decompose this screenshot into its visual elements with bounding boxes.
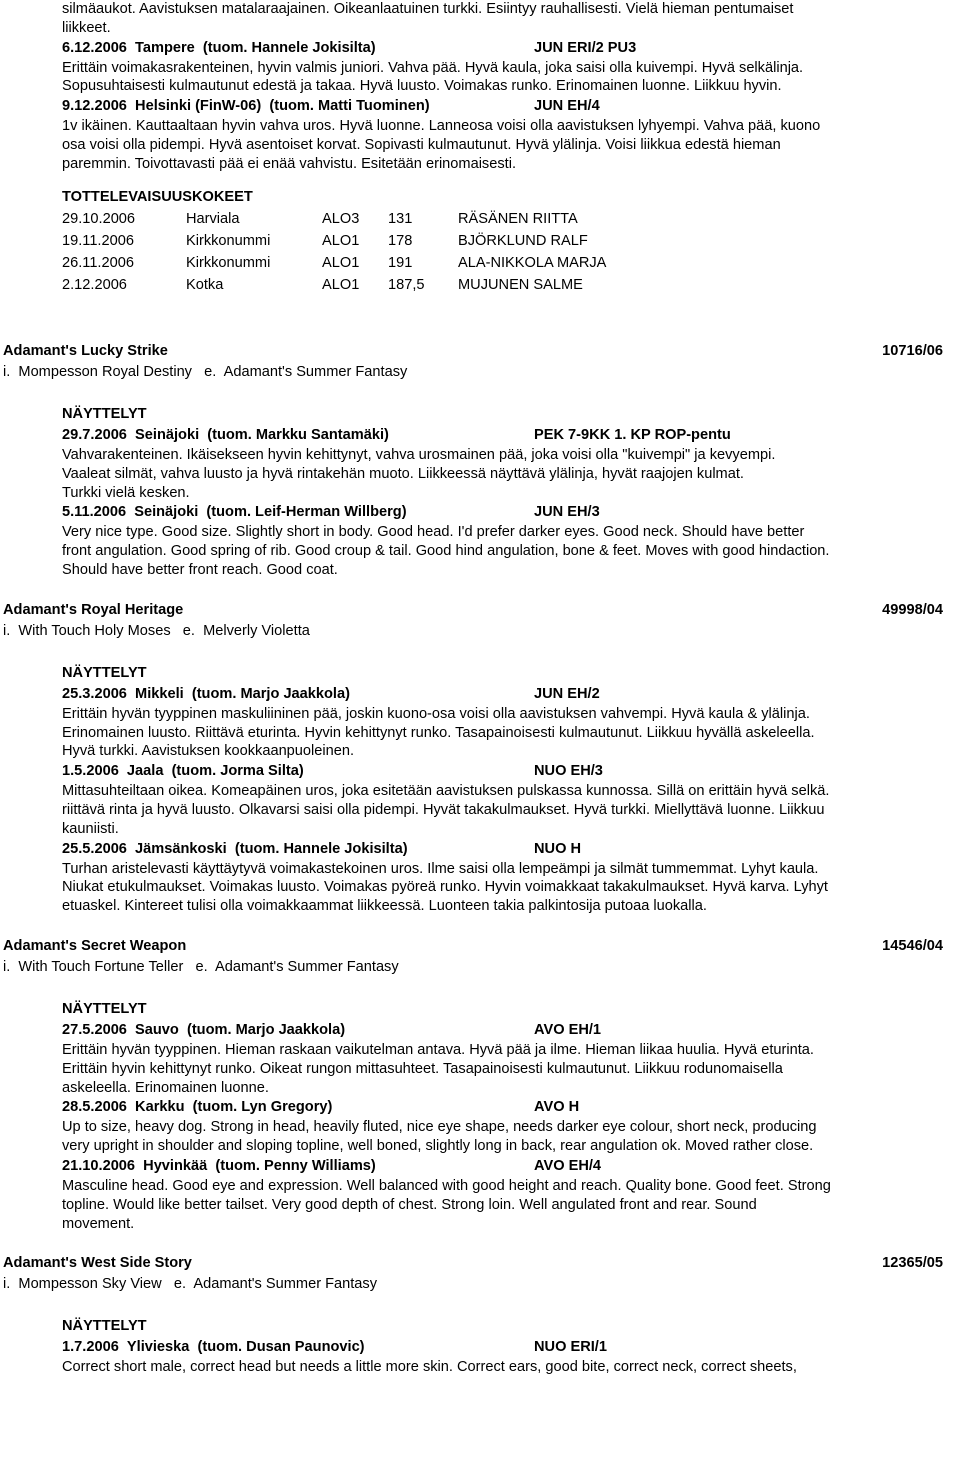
- show-place: Seinäjoki: [135, 427, 200, 443]
- show-place: Hyvinkää: [143, 1157, 208, 1174]
- trial-place: Kirkkonummi: [186, 254, 271, 271]
- trial-points: 178: [388, 232, 413, 249]
- show-place: Helsinki (FinW-06): [135, 98, 262, 115]
- show-judge: (tuom. Dusan Paunovic): [197, 1339, 365, 1356]
- show-header: [62, 425, 960, 446]
- trial-judge: RÄSÄNEN RIITTA: [458, 210, 578, 227]
- intro-line: liikkeet.: [62, 19, 111, 36]
- show-result: JUN EH/3: [534, 504, 600, 521]
- sire-name: Mompesson Sky View: [18, 1276, 162, 1293]
- show-critique-line: riittävä rinta ja hyvä luusto. Olkavarsi saisi olla pidempi. Hyvät takakulmaukset. Hyvä turkki. Miellyttävä luonne. Liikkuu: [62, 801, 825, 818]
- show-critique-line: Mittasuhteiltaan oikea. Komeapäinen uros, joka esitetään aavistuksen pulskassa kunnossa. Sillä on erittäin hyvä selkä.: [62, 783, 830, 800]
- dam-name: Adamant's Summer Fantasy: [215, 958, 399, 975]
- show-date: 21.10.2006: [62, 1157, 136, 1174]
- show-critique-line: Erittäin voimakasrakenteinen, hyvin valmis juniori. Vahva pää. Hyvä kaula, joka saisi olla kuivempi. Hyvä selkälinja.: [62, 59, 804, 76]
- show-place: Mikkeli: [135, 685, 184, 702]
- show-judge: (tuom. Hannele Jokisilta): [202, 39, 376, 56]
- show-critique-line: Niukat etukulmaukset. Voimakas luusto. Voimakas pyöreä runko. Hyvin voimakkaat takakulmaukset. Hyvä karva. Lyhyt: [62, 879, 828, 896]
- trial-date: 29.10.2006: [62, 210, 136, 227]
- show-critique-line: paremmin. Toivottavasti pää ei enää vahvistu. Esitetään erinomaisesti.: [62, 155, 516, 172]
- show-date: 25.3.2006: [62, 685, 127, 702]
- show-critique-line: askeleella. Erinomainen luonne.: [62, 1079, 269, 1096]
- show-critique-line: osa voisi olla pidempi. Hyvä asentoiset korvat. Sopivasti kulmautunut. Hyvä ylälinja. Voisi liikkua edestä hieman: [62, 136, 781, 153]
- trial-judge: MUJUNEN SALME: [458, 276, 583, 293]
- show-judge: (tuom. Matti Tuominen): [269, 98, 430, 115]
- show-header: [62, 684, 960, 705]
- show-result: NUO EH/3: [534, 763, 603, 780]
- show-critique-line: movement.: [62, 1215, 135, 1232]
- dog-registration: 12365/05: [882, 1255, 943, 1272]
- show-header: [62, 1097, 960, 1118]
- dam-prefix: e.: [195, 958, 208, 975]
- dog-name: Adamant's Lucky Strike: [3, 343, 168, 359]
- show-header: [62, 38, 820, 59]
- show-date: 29.7.2006: [62, 427, 127, 443]
- dog-header: [3, 341, 960, 362]
- show-place: Seinäjoki: [134, 504, 199, 521]
- sire-prefix: i.: [3, 364, 11, 380]
- show-critique-line: Up to size, heavy dog. Strong in head, heavily fluted, nice eye shape, needs darker eye colour, short neck, producing: [62, 1119, 817, 1136]
- show-critique-line: topline. Would like better tailset. Very good depth of chest. Strong loin. Well angulated front and rear. Sound: [62, 1196, 757, 1213]
- show-date: 1.7.2006: [62, 1339, 119, 1356]
- dog-registration: 49998/04: [882, 601, 943, 618]
- show-critique-line: Correct short male, correct head but needs a little more skin. Correct ears, good bite, correct neck, correct sheets,: [62, 1359, 797, 1376]
- dog-name: Adamant's West Side Story: [3, 1255, 192, 1272]
- show-result: NUO ERI/1: [534, 1339, 607, 1356]
- show-place: Jämsänkoski: [135, 840, 227, 857]
- sire-name: With Touch Holy Moses: [18, 622, 171, 639]
- dog-parents: [3, 957, 960, 978]
- dog-header: [3, 600, 960, 621]
- trial-row: [62, 208, 820, 230]
- dog-entry: [3, 600, 960, 916]
- trial-row: [62, 230, 820, 252]
- show-critique-line: front angulation. Good spring of rib. Good croup & tail. Good hind angulation, bone & feet. Moves with good hindaction.: [62, 543, 830, 560]
- trial-row: [62, 274, 820, 296]
- show-judge: (tuom. Jorma Silta): [171, 763, 304, 780]
- show-result: AVO EH/1: [534, 1021, 602, 1038]
- dog-parents: [3, 621, 960, 642]
- show-result: JUN ERI/2 PU3: [534, 39, 637, 56]
- sire-name: With Touch Fortune Teller: [18, 958, 184, 975]
- show-place: Sauvo: [135, 1021, 179, 1038]
- show-critique-line: Very nice type. Good size. Slightly short in body. Good head. I'd prefer darker eyes. Good neck. Should have better: [62, 524, 805, 541]
- show-critique-line: Turkki vielä kesken.: [62, 484, 190, 501]
- show-judge: (tuom. Markku Santamäki): [207, 427, 389, 443]
- show-judge: (tuom. Penny Williams): [215, 1157, 376, 1174]
- dog-registration: 14546/04: [882, 937, 943, 954]
- intro-line: silmäaukot. Aavistuksen matalaraajainen. Oikeanlaatuinen turkki. Esiintyy rauhallisesti. Vielä hieman pentumaiset: [62, 1, 794, 17]
- show-header: [62, 1020, 960, 1041]
- show-critique-line: Turhan aristelevasti käyttäytyvä voimakastekoinen uros. Ilme saisi olla lempeämpi ja silmät tummemmat. Lyhyt kaula.: [62, 860, 819, 877]
- show-date: 5.11.2006: [62, 504, 127, 521]
- dam-name: Melverly Violetta: [203, 622, 310, 639]
- dog-header: [3, 1253, 960, 1274]
- show-critique-line: Masculine head. Good eye and expression. Well balanced with good height and reach. Quality bone. Good feet. Strong: [62, 1177, 831, 1194]
- show-date: 25.5.2006: [62, 840, 127, 857]
- dog-entry: [3, 1253, 960, 1377]
- show-header: [62, 761, 960, 782]
- shows-title: NÄYTTELYT: [62, 1000, 147, 1017]
- show-judge: (tuom. Marjo Jaakkola): [191, 685, 350, 702]
- trial-class: ALO1: [322, 276, 360, 293]
- dog-shows: [62, 1315, 960, 1377]
- dog-header: [3, 936, 960, 957]
- trial-class: ALO3: [322, 210, 360, 227]
- dog-parents: [3, 362, 960, 383]
- shows-title: NÄYTTELYT: [62, 1318, 147, 1335]
- show-result: AVO H: [534, 1099, 580, 1116]
- sire-prefix: i.: [3, 1276, 11, 1293]
- trial-place: Kirkkonummi: [186, 232, 271, 249]
- show-date: 28.5.2006: [62, 1099, 127, 1116]
- dam-prefix: e.: [182, 622, 195, 639]
- trial-judge: ALA-NIKKOLA MARJA: [458, 254, 607, 271]
- show-result: PEK 7-9KK 1. KP ROP-pentu: [534, 427, 731, 443]
- dog-entry: [3, 936, 960, 1233]
- shows-title: NÄYTTELYT: [62, 664, 147, 681]
- show-date: 1.5.2006: [62, 763, 119, 780]
- show-date: 27.5.2006: [62, 1021, 127, 1038]
- show-place: Karkku: [135, 1099, 185, 1116]
- show-critique-line: 1v ikäinen. Kauttaaltaan hyvin vahva uros. Hyvä luonne. Lanneosa voisi olla aavistuksen lyhyempi. Vahva pää, kuono: [62, 118, 821, 135]
- trial-date: 26.11.2006: [62, 254, 134, 271]
- trial-date: 19.11.2006: [62, 232, 134, 249]
- trial-points: 131: [388, 210, 413, 227]
- show-critique-line: very upright in shoulder and sloping topline, well boned, slightly long in back, rear angulation ok. Moved rather close.: [62, 1138, 814, 1155]
- show-result: NUO H: [534, 840, 582, 857]
- show-header: [62, 96, 820, 117]
- show-critique-line: Erittäin hyvän tyyppinen. Hieman raskaan vaikutelman antava. Hyvä pää ja ilme. Hieman liikaa huulia. Hyvä eturinta.: [62, 1041, 814, 1058]
- show-judge: (tuom. Hannele Jokisilta): [234, 840, 408, 857]
- show-result: JUN EH/2: [534, 685, 600, 702]
- show-critique-line: Hyvä turkki. Aavistuksen kookkaanpuoleinen.: [62, 743, 355, 760]
- show-result: JUN EH/4: [534, 98, 600, 115]
- show-critique-line: Erittäin hyvin kehittynyt runko. Oikeat rungon mittasuhteet. Tasapainoisesti kulmautunut. Liikkuu rodunomaisella: [62, 1060, 783, 1077]
- show-critique-line: etuaskel. Kintereet tulisi olla voimakkaammat liikkeessä. Luonteen takia palkintosija putoaa luokalla.: [62, 898, 707, 915]
- sire-prefix: i.: [3, 958, 11, 975]
- show-critique-line: Erinomainen luusto. Riittävä eturinta. Hyvin kehittynyt runko. Tasapainoisesti kulmautunut. Liikkuu hyvällä askeleella.: [62, 724, 815, 741]
- trial-class: ALO1: [322, 232, 360, 249]
- intro-section: [62, 0, 820, 296]
- dog-name: Adamant's Royal Heritage: [3, 601, 184, 618]
- show-header: [62, 1337, 960, 1358]
- show-result: AVO EH/4: [534, 1157, 602, 1174]
- show-judge: (tuom. Lyn Gregory): [192, 1099, 333, 1116]
- dam-prefix: e.: [173, 1276, 187, 1293]
- trial-class: ALO1: [322, 254, 360, 271]
- show-judge: (tuom. Marjo Jaakkola): [186, 1021, 346, 1038]
- dog-shows: [62, 998, 960, 1233]
- trial-place: Harviala: [186, 210, 240, 227]
- show-date: 6.12.2006: [62, 39, 127, 56]
- show-header: [62, 1156, 960, 1177]
- sire-name: Mompesson Royal Destiny: [18, 364, 192, 380]
- trial-place: Kotka: [186, 276, 224, 293]
- sire-prefix: i.: [3, 622, 11, 639]
- show-date: 9.12.2006: [62, 98, 127, 115]
- dog-parents: [3, 1274, 960, 1295]
- trials-title: TOTTELEVAISUUSKOKEET: [62, 188, 253, 205]
- show-critique-line: Vaaleat silmät, vahva luusto ja hyvä rintakehän muoto. Liikkeessä näyttävä ylälinja, hyvät raajojen kulmat.: [62, 465, 744, 482]
- shows-title: NÄYTTELYT: [62, 406, 147, 422]
- trial-date: 2.12.2006: [62, 276, 127, 293]
- dogs-section: [3, 341, 960, 1377]
- dog-shows: [62, 662, 960, 916]
- dog-name: Adamant's Secret Weapon: [3, 937, 187, 954]
- show-critique-line: Vahvarakenteinen. Ikäisekseen hyvin kehittynyt, vahva urosmainen pää, joka voisi olla "kuivempi" ja kevyempi.: [62, 447, 776, 463]
- dog-shows: [62, 403, 960, 580]
- dam-name: Adamant's Summer Fantasy: [193, 1276, 378, 1293]
- show-critique-line: kauniisti.: [62, 820, 119, 837]
- dog-entry: [3, 341, 960, 580]
- trial-judge: BJÖRKLUND RALF: [458, 232, 588, 249]
- show-judge: (tuom. Leif-Herman Willberg): [206, 504, 407, 521]
- show-critique-line: Should have better front reach. Good coat.: [62, 561, 338, 578]
- show-place: Jaala: [126, 763, 164, 780]
- show-critique-line: Sopusuhtaisesti kulmautunut edestä ja takaa. Hyvä luusto. Voimakas runko. Erinomainen luonne. Liikkuu hyvin.: [62, 78, 782, 95]
- trial-points: 191: [388, 254, 413, 271]
- show-place: Tampere: [135, 39, 195, 56]
- show-header: [62, 502, 960, 523]
- show-header: [62, 839, 960, 860]
- trial-row: [62, 252, 820, 274]
- dam-name: Adamant's Summer Fantasy: [223, 364, 408, 380]
- trial-points: 187,5: [388, 276, 425, 293]
- dog-registration: 10716/06: [882, 343, 943, 359]
- dam-prefix: e.: [204, 364, 217, 380]
- show-critique-line: Erittäin hyvän tyyppinen maskuliininen pää, joskin kuono-osa voisi olla aavistuksen vahvempi. Hyvä kaula & ylälinja.: [62, 705, 810, 722]
- show-place: Ylivieska: [126, 1339, 190, 1356]
